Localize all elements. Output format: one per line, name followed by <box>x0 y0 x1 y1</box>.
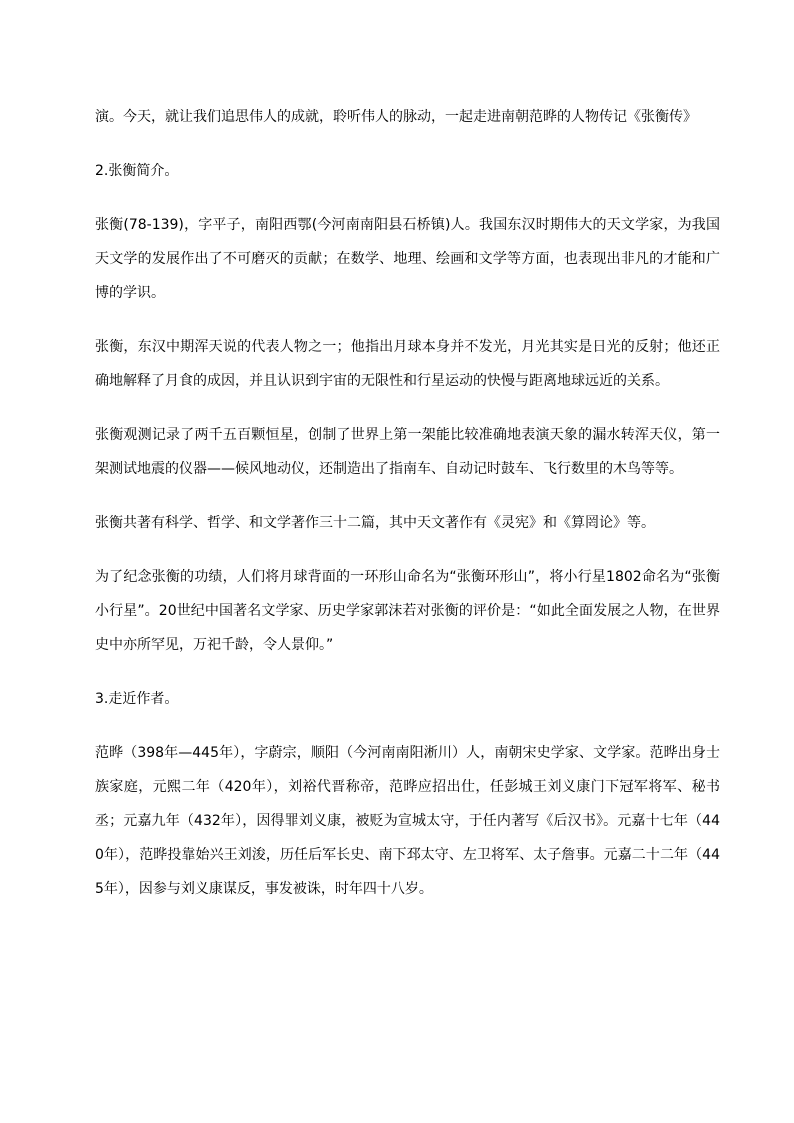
paragraph-commemoration: 为了纪念张衡的功绩，人们将月球背面的一环形山命名为“张衡环形山”，将小行星1802命名为“张衡小行星”。20世纪中国著名文学家、历史学家郭沫若对张衡的评价是：“如此全面发展之人物，在世界史中亦所罕见，万祀千龄，令人景仰。” <box>95 569 720 653</box>
paragraph-works: 张衡共著有科学、哲学、和文学著作三十二篇，其中天文著作有《灵宪》和《算罔论》等。 <box>95 515 655 531</box>
document-body <box>95 100 720 926</box>
paragraph-biography: 张衡(78-139)，字平子，南阳西鄂(今河南南阳县石桥镇)人。我国东汉时期伟大的天文学家，为我国天文学的发展作出了不可磨灭的贡献；在数学、地理、绘画和文学等方面，也表现出非凡的才能和广博的学识。 <box>95 217 720 301</box>
section-heading-author: 3.走近作者。 <box>95 691 179 707</box>
intro-paragraph: 演。今天，就让我们追思伟人的成就，聆听伟人的脉动，一起走进南朝范晔的人物传记《张衡传》 <box>95 109 697 125</box>
section-heading-zhangheng-intro: 2.张衡简介。 <box>95 163 179 179</box>
paragraph-fanye: 范晔（398年—445年），字蔚宗，顺阳（今河南南阳淅川）人，南朝宋史学家、文学家。范晔出身士族家庭，元熙二年（420年），刘裕代晋称帝，范晔应招出仕，任彭城王刘义康门下冠军将军、秘书丞；元嘉九年（432年），因得罪刘义康，被贬为宣城太守，于任内著写《后汉书》。元嘉十七年（440年），范晔投靠始兴王刘浚，历任后军长史、南下邳太守、左卫将军、太子詹事。元嘉二十二年（445年），因参与刘义康谋反，事发被诛，时年四十八岁。 <box>95 745 720 897</box>
paragraph-inventions: 张衡观测记录了两千五百颗恒星，创制了世界上第一架能比较准确地表演天象的漏水转浑天仪，第一架测试地震的仪器——候风地动仪，还制造出了指南车、自动记时鼓车、飞行数里的木鸟等等。 <box>95 427 720 477</box>
paragraph-astronomy: 张衡，东汉中期浑天说的代表人物之一；他指出月球本身并不发光，月光其实是日光的反射；他还正确地解释了月食的成因，并且认识到宇宙的无限性和行星运动的快慢与距离地球远近的关系。 <box>95 339 720 389</box>
